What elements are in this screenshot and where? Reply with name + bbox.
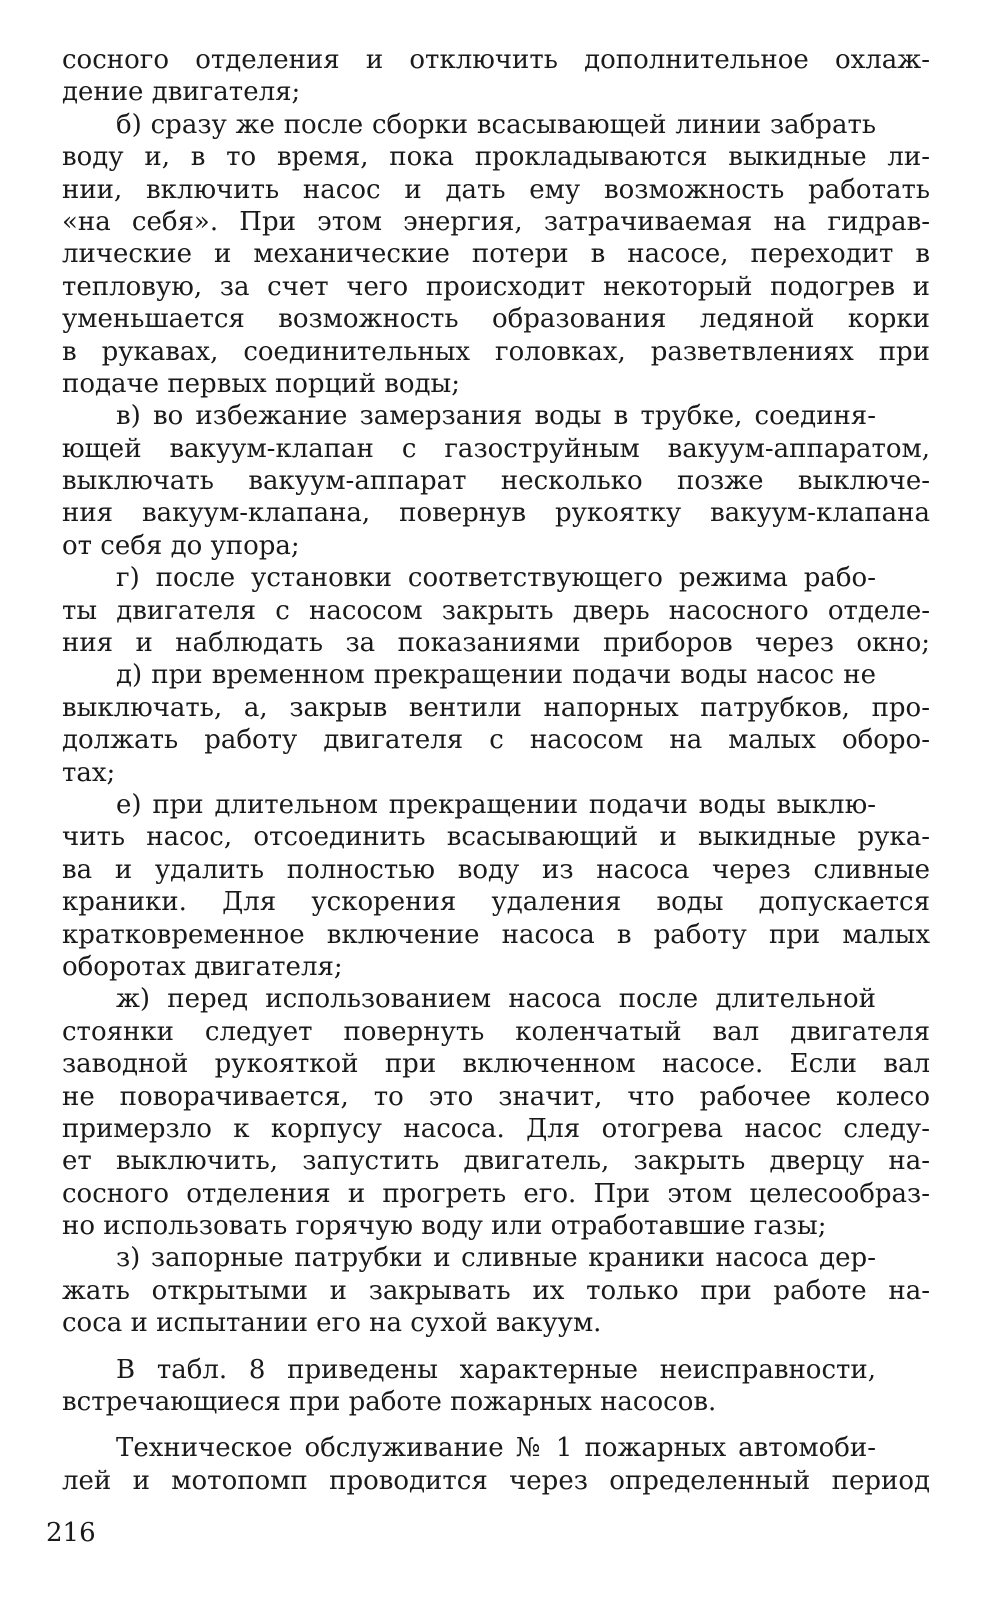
- text-line: ния и наблюдать за показаниями приборов через окно;: [62, 628, 930, 659]
- text-line: ющей вакуум-клапан с газоструйным вакуум-аппаратом,: [62, 433, 930, 464]
- text-line: должать работу двигателя с насосом на малых оборо-: [62, 725, 930, 756]
- list-item-b: б) сразу же после сборки всасывающей линии забрать: [116, 109, 876, 140]
- text-line: воду и, в то время, пока прокладываются выкидные ли-: [62, 142, 930, 173]
- text-line: примерзло к корпусу насоса. Для отогрева насос следу-: [62, 1113, 930, 1144]
- text-line: сосного отделения и отключить дополнительное охлаж-: [62, 45, 930, 75]
- body-text: [62, 44, 930, 1497]
- text-line: кратковременное включение насоса в работу при малых: [62, 919, 930, 950]
- paragraph-table-ref: В табл. 8 приведены характерные неисправности,: [116, 1354, 876, 1385]
- text-line: нии, включить насос и дать ему возможность работать: [62, 174, 930, 205]
- text-line: выключать, а, закрыв вентили напорных патрубков, про-: [62, 692, 930, 723]
- text-line: уменьшается возможность образования ледяной корки: [62, 304, 930, 335]
- text-line: заводной рукояткой при включенном насосе. Если вал: [62, 1049, 930, 1080]
- text-line: краники. Для ускорения удаления воды допускается: [62, 887, 930, 918]
- text-line: оборотах двигателя;: [62, 951, 343, 982]
- text-line: дение двигателя;: [62, 77, 301, 108]
- text-line: чить насос, отсоединить всасывающий и выкидные рука-: [62, 822, 930, 853]
- text-line: тепловую, за счет чего происходит некоторый подогрев и: [62, 271, 930, 302]
- text-line: в рукавах, соединительных головках, разветвлениях при: [62, 336, 930, 367]
- paragraph-maintenance: Техническое обслуживание № 1 пожарных автомоби-: [116, 1433, 876, 1464]
- text-line: от себя до упора;: [62, 530, 300, 561]
- text-line: ва и удалить полностью воду из насоса через сливные: [62, 854, 930, 885]
- text-line: но использовать горячую воду или отработавшие газы;: [62, 1211, 827, 1242]
- page-number: 216: [46, 1518, 96, 1548]
- text-line: ния вакуум-клапана, повернув рукоятку вакуум-клапана: [62, 498, 930, 529]
- text-line: лей и мотопомп проводится через определенный период: [62, 1465, 930, 1496]
- list-item-z: з) запорные патрубки и сливные краники насоса дер-: [116, 1243, 876, 1274]
- text-line: стоянки следует повернуть коленчатый вал двигателя: [62, 1016, 930, 1047]
- text-line: сосного отделения и прогреть его. При этом целесообраз-: [62, 1178, 930, 1209]
- text-line: ет выключить, запустить двигатель, закрыть дверцу на-: [62, 1146, 930, 1177]
- text-line: ты двигателя с насосом закрыть дверь насосного отделе-: [62, 595, 930, 626]
- text-line: подаче первых порций воды;: [62, 368, 460, 399]
- text-line: не поворачивается, то это значит, что рабочее колесо: [62, 1081, 930, 1112]
- list-item-v: в) во избежание замерзания воды в трубке, соединя-: [116, 401, 876, 432]
- text-line: жать открытыми и закрывать их только при работе на-: [62, 1275, 930, 1306]
- text-line: «на себя». При этом энергия, затрачиваемая на гидрав-: [62, 206, 930, 237]
- text-line: лические и механические потери в насосе, переходит в: [62, 239, 930, 270]
- list-item-e: е) при длительном прекращении подачи воды выклю-: [116, 789, 876, 820]
- text-line: встречающиеся при работе пожарных насосов.: [62, 1387, 717, 1418]
- list-item-zh: ж) перед использованием насоса после длительной: [116, 984, 876, 1015]
- text-line: выключать вакуум-аппарат несколько позже выключе-: [62, 466, 930, 497]
- list-item-g: г) после установки соответствующего режима рабо-: [116, 563, 876, 594]
- list-item-d: д) при временном прекращении подачи воды насос не: [116, 660, 876, 691]
- text-line: соса и испытании его на сухой вакуум.: [62, 1308, 602, 1339]
- text-line: тах;: [62, 757, 116, 788]
